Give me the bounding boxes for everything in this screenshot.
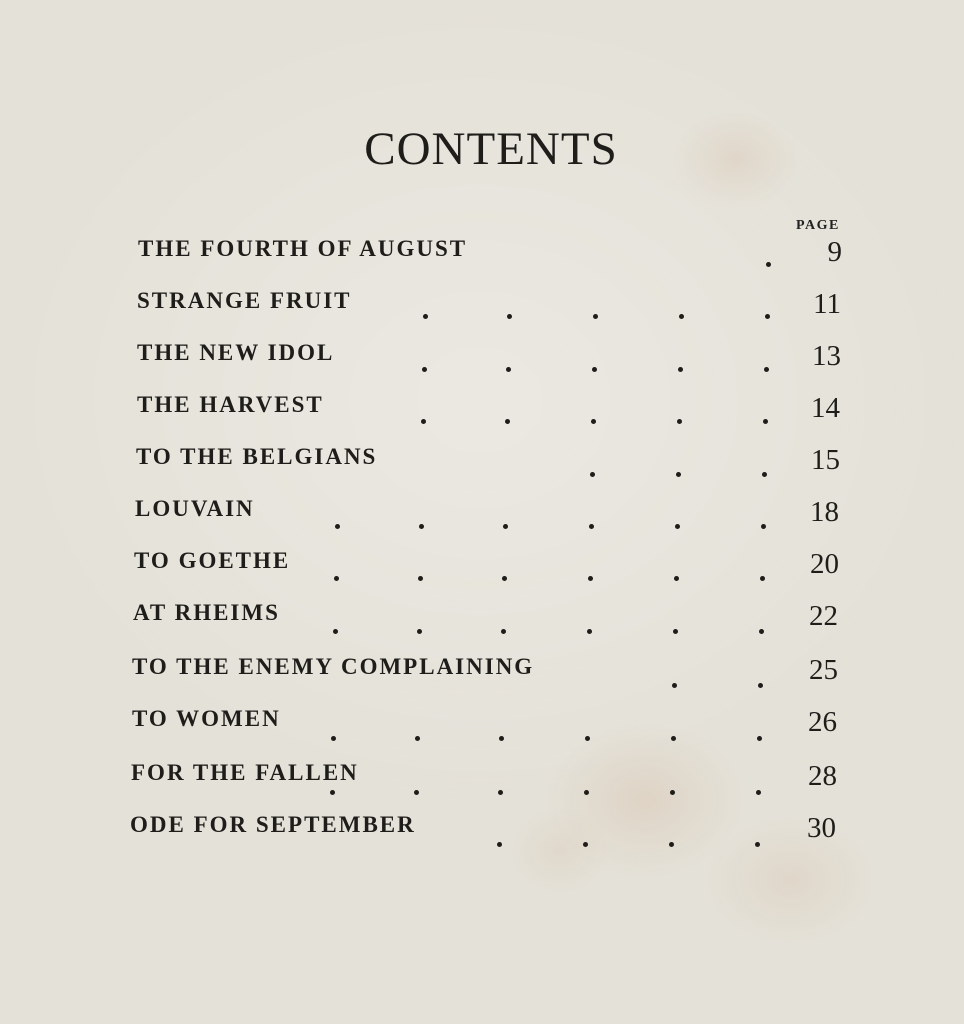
leader-dot [755, 842, 760, 847]
toc-entry [0, 760, 964, 800]
leader-dot [507, 314, 512, 319]
leader-dot [414, 790, 419, 795]
leader-dot [418, 576, 423, 581]
leader-dot [506, 367, 511, 372]
leader-dot [677, 419, 682, 424]
toc-entry [0, 600, 964, 640]
toc-entry-page-number: 15 [811, 444, 840, 476]
toc-entry-page-number: 9 [827, 236, 842, 268]
toc-entry-title: TO GOETHE [134, 548, 291, 573]
leader-dot [584, 790, 589, 795]
leader-dot [415, 736, 420, 741]
toc-entry-page-number: 26 [808, 706, 837, 738]
toc-entry-title: LOUVAIN [135, 496, 255, 521]
toc-entry [0, 392, 964, 432]
toc-entry-title: TO WOMEN [132, 706, 281, 731]
toc-entry-title: THE NEW IDOL [137, 340, 335, 365]
toc-entry-page-number: 13 [812, 340, 841, 372]
toc-entry [0, 340, 964, 380]
toc-entry [0, 444, 964, 484]
leader-dot [679, 314, 684, 319]
leader-dot [501, 629, 506, 634]
leader-dot [498, 790, 503, 795]
page-column-header: PAGE [796, 218, 840, 233]
toc-entry [0, 706, 964, 746]
leader-dot [676, 472, 681, 477]
leader-dot [592, 367, 597, 372]
leader-dot [758, 683, 763, 688]
leader-dot [764, 367, 769, 372]
leader-dot [503, 524, 508, 529]
leader-dot [502, 576, 507, 581]
leader-dot [589, 524, 594, 529]
toc-entry [0, 288, 964, 328]
leader-dot [759, 629, 764, 634]
leader-dot [763, 419, 768, 424]
toc-entry-page-number: 11 [813, 288, 841, 320]
leader-dot [499, 736, 504, 741]
leader-dot [674, 576, 679, 581]
leader-dot [671, 736, 676, 741]
leader-dot [591, 419, 596, 424]
toc-entry-title: STRANGE FRUIT [137, 288, 352, 313]
toc-entry-page-number: 20 [810, 548, 839, 580]
leader-dot [757, 736, 762, 741]
leader-dot [583, 842, 588, 847]
leader-dot [670, 790, 675, 795]
leader-dot [672, 683, 677, 688]
leader-dot [593, 314, 598, 319]
leader-dot [669, 842, 674, 847]
toc-entry-page-number: 22 [809, 600, 838, 632]
leader-dot [585, 736, 590, 741]
toc-entry-page-number: 25 [809, 654, 838, 686]
leader-dot [675, 524, 680, 529]
toc-entry-title: ODE FOR SEPTEMBER [130, 812, 416, 837]
leader-dot [756, 790, 761, 795]
toc-entry [0, 548, 964, 588]
leader-dot [333, 629, 338, 634]
leader-dot [334, 576, 339, 581]
leader-dot [588, 576, 593, 581]
toc-entry-page-number: 30 [807, 812, 836, 844]
leader-dot [419, 524, 424, 529]
leader-dot [766, 262, 771, 267]
leader-dot [762, 472, 767, 477]
toc-entry-title: AT RHEIMS [133, 600, 280, 625]
toc-entry-title: TO THE BELGIANS [136, 444, 378, 469]
leader-dot [765, 314, 770, 319]
leader-dot [330, 790, 335, 795]
leader-dot [678, 367, 683, 372]
toc-entry-title: THE FOURTH OF AUGUST [138, 236, 468, 261]
toc-entry-page-number: 28 [808, 760, 837, 792]
toc-entry [0, 496, 964, 536]
toc-entry [0, 236, 964, 276]
leader-dot [423, 314, 428, 319]
leader-dot [505, 419, 510, 424]
toc-entry-page-number: 14 [811, 392, 840, 424]
leader-dot [417, 629, 422, 634]
toc-entry [0, 812, 964, 852]
leader-dot [497, 842, 502, 847]
leader-dot [421, 419, 426, 424]
leader-dot [673, 629, 678, 634]
leader-dot [761, 524, 766, 529]
leader-dot [587, 629, 592, 634]
toc-entry-title: FOR THE FALLEN [131, 760, 359, 785]
leader-dot [422, 367, 427, 372]
toc-entry-title: TO THE ENEMY COMPLAINING [132, 654, 535, 679]
toc-entry-title: THE HARVEST [137, 392, 324, 417]
leader-dot [590, 472, 595, 477]
leader-dot [760, 576, 765, 581]
toc-entry-page-number: 18 [810, 496, 839, 528]
toc-entry [0, 654, 964, 694]
page-title: CONTENTS [364, 123, 618, 175]
leader-dot [331, 736, 336, 741]
leader-dot [335, 524, 340, 529]
